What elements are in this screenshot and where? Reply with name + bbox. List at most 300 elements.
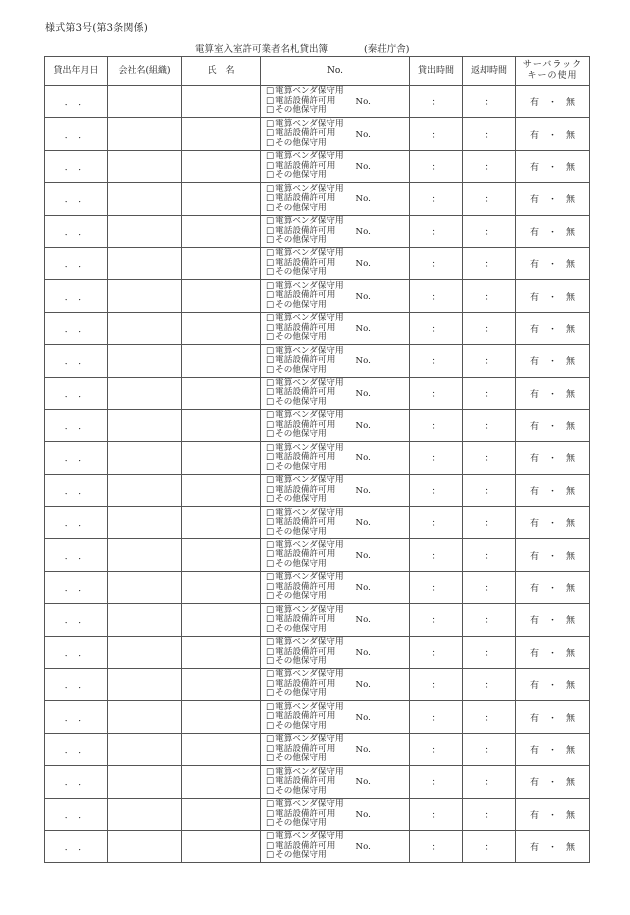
checkbox-icon[interactable]: □ (266, 734, 275, 745)
option-other[interactable] (266, 528, 344, 538)
return-time-cell[interactable]: ： (463, 474, 516, 506)
checkbox-icon[interactable]: □ (266, 526, 275, 537)
lend-time-cell[interactable]: ： (410, 798, 463, 830)
company-cell[interactable] (108, 442, 182, 474)
lend-time-cell[interactable]: ： (410, 669, 463, 701)
name-cell[interactable] (182, 507, 261, 539)
purpose-option-list (266, 735, 344, 764)
checkbox-icon[interactable]: □ (266, 419, 275, 430)
company-cell[interactable] (108, 733, 182, 765)
checkbox-icon[interactable]: □ (266, 452, 275, 463)
ledger-row (45, 183, 590, 215)
return-time-cell[interactable]: ： (463, 669, 516, 701)
checkbox-icon[interactable]: □ (266, 128, 275, 139)
checkbox-icon[interactable]: □ (266, 776, 275, 787)
date-cell[interactable]: ． ． (45, 766, 108, 798)
name-cell[interactable] (182, 669, 261, 701)
key-no[interactable]: 無 (566, 130, 576, 141)
name-cell[interactable] (182, 183, 261, 215)
date-cell[interactable]: ． ． (45, 86, 108, 118)
no-label: No. (355, 129, 371, 140)
checkbox-icon[interactable]: □ (266, 743, 275, 754)
date-cell[interactable]: ． ． (45, 377, 108, 409)
return-time-cell[interactable]: ： (463, 377, 516, 409)
server-key-cell (516, 507, 590, 539)
header-no: No. (261, 57, 410, 86)
key-no[interactable]: 無 (566, 389, 576, 400)
server-key-cell (516, 345, 590, 377)
return-time-cell[interactable]: ： (463, 150, 516, 182)
checkbox-icon[interactable]: □ (266, 484, 275, 495)
key-no[interactable]: 無 (566, 195, 576, 206)
checkbox-icon[interactable]: □ (266, 183, 275, 194)
checkbox-icon[interactable]: □ (266, 646, 275, 657)
option-other[interactable] (266, 366, 344, 376)
option-other[interactable] (266, 268, 344, 278)
checkbox-icon[interactable]: □ (266, 216, 275, 226)
key-no[interactable]: 無 (566, 486, 576, 497)
name-cell[interactable] (182, 539, 261, 571)
key-yes[interactable]: 有 (529, 616, 539, 627)
return-time-cell[interactable]: ： (463, 798, 516, 830)
checkbox-icon[interactable]: □ (266, 507, 275, 518)
name-cell[interactable] (182, 409, 261, 441)
option-other[interactable] (266, 139, 344, 149)
key-yes[interactable]: 有 (529, 681, 539, 692)
date-cell[interactable]: ． ． (45, 701, 108, 733)
return-time-cell[interactable]: ： (463, 442, 516, 474)
return-time-cell[interactable]: ： (463, 86, 516, 118)
key-no[interactable]: 無 (566, 227, 576, 238)
option-phone-label: 電話設備許可用 (275, 419, 336, 430)
option-other[interactable] (266, 236, 344, 246)
option-other[interactable] (266, 463, 344, 473)
ledger-row (45, 766, 590, 798)
option-other-label: その他保守用 (275, 753, 327, 764)
date-cell[interactable]: ． ． (45, 280, 108, 312)
checkbox-icon[interactable]: □ (266, 280, 275, 291)
key-separator: ・ (547, 292, 557, 303)
key-no[interactable]: 無 (566, 713, 576, 724)
option-phone-label: 電話設備許可用 (275, 387, 336, 398)
date-cell[interactable]: ． ． (45, 183, 108, 215)
key-yes[interactable]: 有 (529, 746, 539, 756)
name-cell[interactable] (182, 733, 261, 765)
checkbox-icon[interactable]: □ (266, 517, 275, 528)
key-yes[interactable]: 有 (529, 810, 539, 821)
key-no[interactable]: 無 (566, 454, 576, 465)
date-cell[interactable]: ． ． (45, 409, 108, 441)
option-vendor-label: 電算ベンダ保守用 (275, 766, 344, 777)
checkbox-icon[interactable]: □ (266, 840, 275, 851)
option-other[interactable] (266, 657, 344, 667)
key-yes[interactable]: 有 (529, 130, 539, 141)
key-no[interactable]: 無 (566, 422, 576, 433)
no-label: No. (355, 453, 371, 464)
key-yes[interactable]: 有 (529, 454, 539, 465)
purpose-options (261, 800, 409, 829)
checkbox-icon[interactable]: □ (266, 808, 275, 819)
return-time-cell[interactable]: ： (463, 636, 516, 668)
lend-time-cell[interactable]: ： (410, 312, 463, 344)
date-cell[interactable]: ． ． (45, 442, 108, 474)
date-cell[interactable]: ． ． (45, 636, 108, 668)
name-cell[interactable] (182, 215, 261, 247)
company-cell[interactable] (108, 280, 182, 312)
checkbox-icon[interactable]: □ (266, 429, 275, 440)
option-other[interactable] (266, 754, 344, 764)
return-time-cell[interactable]: ： (463, 312, 516, 344)
company-cell[interactable] (108, 669, 182, 701)
option-other[interactable] (266, 301, 344, 311)
checkbox-icon[interactable]: □ (266, 623, 275, 634)
option-other[interactable] (266, 689, 344, 699)
name-cell[interactable] (182, 766, 261, 798)
name-cell[interactable] (182, 150, 261, 182)
checkbox-icon[interactable]: □ (266, 720, 275, 731)
option-other[interactable] (266, 560, 344, 570)
return-time-cell[interactable]: ： (463, 733, 516, 765)
name-cell[interactable] (182, 86, 261, 118)
option-other[interactable] (266, 625, 344, 635)
purpose-option-list (266, 832, 344, 861)
company-cell[interactable] (108, 507, 182, 539)
date-cell[interactable]: ． ． (45, 247, 108, 279)
key-yes[interactable]: 有 (529, 648, 539, 659)
option-phone-label: 電話設備許可用 (275, 840, 336, 851)
checkbox-icon[interactable]: □ (266, 850, 275, 861)
name-cell[interactable] (182, 345, 261, 377)
lend-time-cell[interactable]: ： (410, 442, 463, 474)
purpose-cell (261, 247, 410, 279)
return-time-cell[interactable]: ： (463, 766, 516, 798)
checkbox-icon[interactable]: □ (266, 442, 275, 453)
checkbox-icon[interactable]: □ (266, 332, 275, 343)
key-no[interactable]: 無 (566, 292, 576, 303)
name-cell[interactable] (182, 442, 261, 474)
return-time-cell[interactable]: ： (463, 604, 516, 636)
lend-time-cell[interactable]: ： (410, 474, 463, 506)
lend-time-cell[interactable]: ： (410, 409, 463, 441)
key-no[interactable]: 無 (566, 551, 576, 562)
checkbox-icon[interactable]: □ (266, 818, 275, 829)
lend-time-cell[interactable]: ： (410, 183, 463, 215)
key-no[interactable]: 無 (566, 616, 576, 627)
checkbox-icon[interactable]: □ (266, 558, 275, 569)
checkbox-icon[interactable]: □ (266, 678, 275, 689)
purpose-cell (261, 701, 410, 733)
lend-time-cell[interactable]: ： (410, 830, 463, 862)
checkbox-icon[interactable]: □ (266, 711, 275, 722)
return-time-cell[interactable]: ： (463, 247, 516, 279)
return-time-cell[interactable]: ： (463, 345, 516, 377)
option-other[interactable] (266, 592, 344, 602)
purpose-options (261, 282, 409, 311)
company-cell[interactable] (108, 247, 182, 279)
date-cell[interactable]: ． ． (45, 830, 108, 862)
checkbox-icon[interactable]: □ (266, 766, 275, 777)
option-other[interactable] (266, 171, 344, 181)
checkbox-icon[interactable]: □ (266, 235, 275, 245)
company-cell[interactable] (108, 377, 182, 409)
checkbox-icon[interactable]: □ (266, 118, 275, 129)
company-cell[interactable] (108, 604, 182, 636)
checkbox-icon[interactable]: □ (266, 193, 275, 204)
checkbox-icon[interactable]: □ (266, 225, 275, 236)
key-separator: ・ (547, 746, 557, 756)
return-time-cell[interactable]: ： (463, 830, 516, 862)
checkbox-icon[interactable]: □ (266, 656, 275, 667)
checkbox-icon[interactable]: □ (266, 688, 275, 699)
purpose-option-list (266, 541, 344, 570)
lend-time-cell[interactable]: ： (410, 604, 463, 636)
option-other[interactable] (266, 851, 344, 861)
return-time-cell[interactable]: ： (463, 539, 516, 571)
checkbox-icon[interactable]: □ (266, 248, 275, 259)
ledger-row (45, 442, 590, 474)
key-no[interactable]: 無 (566, 648, 576, 659)
checkbox-icon[interactable]: □ (266, 257, 275, 268)
date-cell[interactable]: ． ． (45, 150, 108, 182)
return-time-cell[interactable]: ： (463, 215, 516, 247)
return-time-cell[interactable]: ： (463, 280, 516, 312)
checkbox-icon[interactable]: □ (266, 137, 275, 148)
option-other[interactable] (266, 398, 344, 408)
company-cell[interactable] (108, 409, 182, 441)
name-cell[interactable] (182, 701, 261, 733)
checkbox-icon[interactable]: □ (266, 322, 275, 333)
key-yes[interactable]: 有 (529, 227, 539, 238)
key-yes[interactable]: 有 (529, 551, 539, 562)
key-no[interactable]: 無 (566, 810, 576, 821)
date-cell[interactable]: ． ． (45, 345, 108, 377)
return-time-cell[interactable]: ： (463, 571, 516, 603)
date-cell[interactable]: ． ． (45, 571, 108, 603)
lend-time-cell[interactable]: ： (410, 86, 463, 118)
name-cell[interactable] (182, 312, 261, 344)
checkbox-icon[interactable]: □ (266, 377, 275, 388)
return-time-cell[interactable]: ： (463, 507, 516, 539)
key-yes[interactable]: 有 (529, 195, 539, 206)
checkbox-icon[interactable]: □ (266, 290, 275, 301)
date-cell[interactable]: ． ． (45, 312, 108, 344)
checkbox-icon[interactable]: □ (266, 494, 275, 505)
date-cell[interactable]: ． ． (45, 733, 108, 765)
header-server-key-line1: サーバラック (522, 60, 583, 70)
lend-time-cell[interactable]: ： (410, 539, 463, 571)
checkbox-icon[interactable]: □ (266, 299, 275, 310)
key-yes[interactable]: 有 (529, 519, 539, 530)
purpose-cell (261, 766, 410, 798)
key-no[interactable]: 無 (566, 324, 576, 335)
key-yes[interactable]: 有 (529, 713, 539, 724)
return-time-cell[interactable]: ： (463, 183, 516, 215)
checkbox-icon[interactable]: □ (266, 461, 275, 472)
key-yes[interactable]: 有 (529, 422, 539, 433)
company-cell[interactable] (108, 798, 182, 830)
option-other[interactable] (266, 430, 344, 440)
key-yes[interactable]: 有 (529, 260, 539, 271)
company-cell[interactable] (108, 830, 182, 862)
key-yes[interactable]: 有 (529, 778, 539, 789)
company-cell[interactable] (108, 183, 182, 215)
checkbox-icon[interactable]: □ (266, 604, 275, 615)
option-other[interactable] (266, 787, 344, 797)
checkbox-icon[interactable]: □ (266, 364, 275, 375)
key-no[interactable]: 無 (566, 519, 576, 530)
no-label: No. (355, 809, 371, 820)
option-other[interactable] (266, 333, 344, 343)
company-cell[interactable] (108, 701, 182, 733)
checkbox-icon[interactable]: □ (266, 410, 275, 421)
date-cell[interactable]: ． ． (45, 798, 108, 830)
date-cell[interactable]: ． ． (45, 507, 108, 539)
date-cell[interactable]: ． ． (45, 669, 108, 701)
company-cell[interactable] (108, 636, 182, 668)
checkbox-icon[interactable]: □ (266, 95, 275, 106)
checkbox-icon[interactable]: □ (266, 753, 275, 764)
name-cell[interactable] (182, 118, 261, 150)
checkbox-icon[interactable]: □ (266, 355, 275, 366)
date-cell[interactable]: ． ． (45, 118, 108, 150)
checkbox-icon[interactable]: □ (266, 591, 275, 602)
date-cell[interactable]: ． ． (45, 474, 108, 506)
key-no[interactable]: 無 (566, 681, 576, 692)
key-yes[interactable]: 有 (529, 324, 539, 335)
option-phone-label: 電話設備許可用 (275, 290, 336, 301)
name-cell[interactable] (182, 798, 261, 830)
lend-time-cell[interactable]: ： (410, 118, 463, 150)
company-cell[interactable] (108, 539, 182, 571)
option-other[interactable] (266, 495, 344, 505)
company-cell[interactable] (108, 474, 182, 506)
lend-time-cell[interactable]: ： (410, 280, 463, 312)
option-other[interactable] (266, 204, 344, 214)
name-cell[interactable] (182, 474, 261, 506)
checkbox-icon[interactable]: □ (266, 105, 275, 116)
company-cell[interactable] (108, 766, 182, 798)
lend-time-cell[interactable]: ： (410, 345, 463, 377)
lend-time-cell[interactable]: ： (410, 571, 463, 603)
company-cell[interactable] (108, 571, 182, 603)
checkbox-icon[interactable]: □ (266, 345, 275, 356)
name-cell[interactable] (182, 280, 261, 312)
key-yes[interactable]: 有 (529, 389, 539, 400)
key-no[interactable]: 無 (566, 843, 576, 854)
date-cell[interactable]: ． ． (45, 539, 108, 571)
checkbox-icon[interactable]: □ (266, 785, 275, 796)
checkbox-icon[interactable]: □ (266, 202, 275, 213)
key-no[interactable]: 無 (566, 778, 576, 789)
company-cell[interactable] (108, 86, 182, 118)
key-yes[interactable]: 有 (529, 486, 539, 497)
date-cell[interactable]: ． ． (45, 215, 108, 247)
name-cell[interactable] (182, 604, 261, 636)
return-time-cell[interactable]: ： (463, 409, 516, 441)
return-time-cell[interactable]: ： (463, 701, 516, 733)
lend-time-cell[interactable]: ： (410, 701, 463, 733)
lend-time-cell[interactable]: ： (410, 636, 463, 668)
return-time-cell[interactable]: ： (463, 118, 516, 150)
ledger-row (45, 118, 590, 150)
lend-time-cell[interactable]: ： (410, 507, 463, 539)
key-yes[interactable]: 有 (529, 162, 539, 173)
key-no[interactable]: 無 (566, 357, 576, 368)
checkbox-icon[interactable]: □ (266, 701, 275, 712)
name-cell[interactable] (182, 247, 261, 279)
checkbox-icon[interactable]: □ (266, 572, 275, 583)
key-yes[interactable]: 有 (529, 98, 539, 109)
company-cell[interactable] (108, 312, 182, 344)
checkbox-icon[interactable]: □ (266, 86, 275, 97)
lend-time-cell[interactable]: ： (410, 215, 463, 247)
checkbox-icon[interactable]: □ (266, 831, 275, 842)
checkbox-icon[interactable]: □ (266, 549, 275, 560)
key-yes[interactable]: 有 (529, 292, 539, 303)
purpose-options (261, 217, 409, 246)
checkbox-icon[interactable]: □ (266, 396, 275, 407)
key-no[interactable]: 無 (566, 746, 576, 756)
lend-time-cell[interactable]: ： (410, 377, 463, 409)
lend-time-cell[interactable]: ： (410, 733, 463, 765)
checkbox-icon[interactable]: □ (266, 160, 275, 171)
key-yes[interactable]: 有 (529, 843, 539, 854)
option-vendor-label: 電算ベンダ保守用 (275, 280, 344, 291)
company-cell[interactable] (108, 215, 182, 247)
option-vendor-label: 電算ベンダ保守用 (275, 377, 344, 388)
checkbox-icon[interactable]: □ (266, 170, 275, 181)
name-cell[interactable] (182, 636, 261, 668)
checkbox-icon[interactable]: □ (266, 581, 275, 592)
company-cell[interactable] (108, 118, 182, 150)
company-cell[interactable] (108, 150, 182, 182)
date-cell[interactable]: ． ． (45, 604, 108, 636)
option-other[interactable] (266, 106, 344, 116)
company-cell[interactable] (108, 345, 182, 377)
server-key-cell (516, 766, 590, 798)
name-cell[interactable] (182, 830, 261, 862)
checkbox-icon[interactable]: □ (266, 387, 275, 398)
purpose-cell (261, 798, 410, 830)
purpose-option-list (266, 379, 344, 408)
key-yes[interactable]: 有 (529, 584, 539, 595)
checkbox-icon[interactable]: □ (266, 614, 275, 625)
name-cell[interactable] (182, 377, 261, 409)
key-no[interactable]: 無 (566, 162, 576, 173)
checkbox-icon[interactable]: □ (266, 313, 275, 324)
checkbox-icon[interactable]: □ (266, 475, 275, 486)
checkbox-icon[interactable]: □ (266, 669, 275, 680)
checkbox-icon[interactable]: □ (266, 267, 275, 278)
checkbox-icon[interactable]: □ (266, 539, 275, 550)
checkbox-icon[interactable]: □ (266, 799, 275, 810)
option-other[interactable] (266, 722, 344, 732)
lend-time-cell[interactable]: ： (410, 766, 463, 798)
option-other[interactable] (266, 819, 344, 829)
key-no[interactable]: 無 (566, 98, 576, 109)
checkbox-icon[interactable]: □ (266, 637, 275, 648)
checkbox-icon[interactable]: □ (266, 151, 275, 162)
lend-time-cell[interactable]: ： (410, 247, 463, 279)
key-no[interactable]: 無 (566, 260, 576, 271)
name-cell[interactable] (182, 571, 261, 603)
key-yes[interactable]: 有 (529, 357, 539, 368)
purpose-option-list (266, 476, 344, 505)
option-vendor-label: 電算ベンダ保守用 (275, 799, 344, 810)
ledger-row (45, 474, 590, 506)
lend-time-cell[interactable]: ： (410, 150, 463, 182)
key-no[interactable]: 無 (566, 584, 576, 595)
